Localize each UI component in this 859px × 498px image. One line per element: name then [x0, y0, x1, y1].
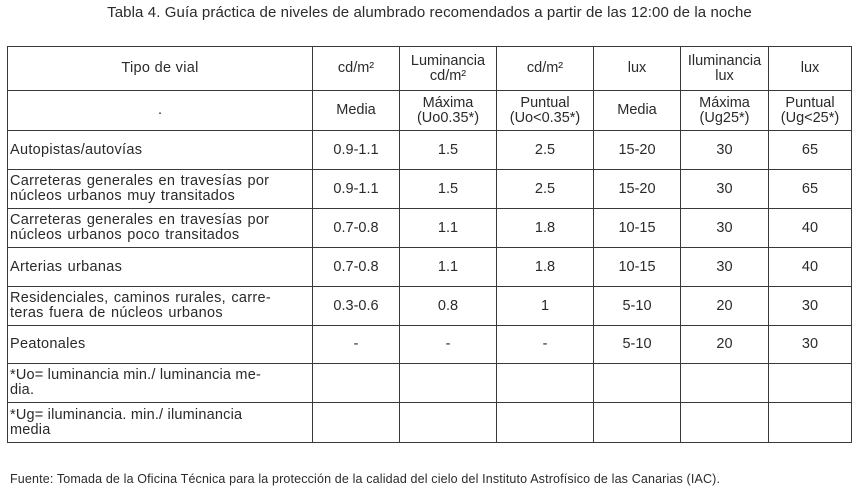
header-luminancia-title: Luminancia — [410, 52, 486, 69]
empty-cell — [313, 403, 400, 443]
header-lux-puntual-condition: (Ug<25*) — [780, 109, 840, 126]
row-label: Arterias urbanas — [8, 248, 313, 287]
header-puntual-label: Puntual — [520, 94, 570, 111]
empty-cell — [769, 364, 852, 403]
cell-maxima: 1.5 — [400, 170, 497, 209]
cell-maxima: - — [400, 326, 497, 364]
cell-maxima: 0.8 — [400, 287, 497, 326]
empty-cell — [313, 364, 400, 403]
cell-lux-maxima: 30 — [681, 131, 769, 170]
empty-cell — [769, 403, 852, 443]
table-row — [8, 326, 852, 364]
header-tipo-de-vial: Tipo de vial — [8, 47, 313, 91]
cell-puntual: 2.5 — [497, 170, 594, 209]
note-row-uo — [8, 364, 852, 403]
note-row-ug — [8, 403, 852, 443]
row-label — [8, 287, 313, 326]
header-iluminancia-unit: lux — [715, 67, 734, 84]
empty-cell — [681, 364, 769, 403]
empty-cell — [400, 403, 497, 443]
cell-media: 0.9-1.1 — [313, 131, 400, 170]
cell-maxima: 1.1 — [400, 209, 497, 248]
note-uo — [8, 364, 313, 403]
header-cd-m2-puntual: cd/m² — [497, 47, 594, 91]
cell-lux-puntual: 65 — [769, 131, 852, 170]
note-uo-line1: *Uo= luminancia min./ luminancia me- — [10, 367, 261, 383]
table-caption: Tabla 4. Guía práctica de niveles de alumbrado recomendados a partir de las 12:00 de la noche — [107, 4, 752, 21]
cell-puntual: 1.8 — [497, 248, 594, 287]
header-lux-puntual: lux — [769, 47, 852, 91]
cell-lux-maxima: 20 — [681, 326, 769, 364]
header-lux-media: Media — [594, 91, 681, 131]
cell-lux-puntual: 65 — [769, 170, 852, 209]
header-row-measures — [8, 91, 852, 131]
cell-lux-media: 15-20 — [594, 170, 681, 209]
cell-puntual: - — [497, 326, 594, 364]
cell-lux-puntual: 40 — [769, 209, 852, 248]
header-maxima-uo — [400, 91, 497, 131]
cell-lux-media: 10-15 — [594, 248, 681, 287]
header-iluminancia — [681, 47, 769, 91]
row-label-line1: Carreteras generales en travesías por — [10, 212, 270, 228]
row-label-line2: núcleos urbanos poco transitados — [10, 227, 240, 243]
cell-lux-puntual: 40 — [769, 248, 852, 287]
cell-lux-maxima: 30 — [681, 170, 769, 209]
header-iluminancia-title: Iluminancia — [687, 52, 762, 69]
header-maxima-ug — [681, 91, 769, 131]
empty-cell — [497, 403, 594, 443]
header-luminancia — [400, 47, 497, 91]
empty-cell — [594, 403, 681, 443]
note-ug-line2: media — [10, 421, 51, 438]
cell-lux-media: 10-15 — [594, 209, 681, 248]
note-ug-line1: *Ug= iluminancia. min./ iluminancia — [10, 406, 243, 423]
header-row-units — [8, 47, 852, 91]
row-label-line1: Residenciales, caminos rurales, carre- — [10, 290, 271, 306]
header-lux: lux — [594, 47, 681, 91]
cell-puntual: 2.5 — [497, 131, 594, 170]
header-lux-maxima-condition: (Ug25*) — [699, 109, 750, 126]
empty-cell — [497, 364, 594, 403]
row-label: Autopistas/autovías — [8, 131, 313, 170]
cell-lux-media: 5-10 — [594, 287, 681, 326]
cell-media: - — [313, 326, 400, 364]
cell-lux-maxima: 30 — [681, 209, 769, 248]
row-label-line2: teras fuera de núcleos urbanos — [10, 305, 223, 321]
cell-maxima: 1.1 — [400, 248, 497, 287]
header-puntual-uo — [497, 91, 594, 131]
header-lux-puntual-label: Puntual — [785, 94, 835, 111]
empty-cell — [681, 403, 769, 443]
row-label-line1: Carreteras generales en travesías por — [10, 173, 270, 189]
header-lux-maxima-label: Máxima — [699, 94, 750, 111]
header-dot: . — [8, 91, 313, 131]
cell-lux-maxima: 20 — [681, 287, 769, 326]
table-row — [8, 209, 852, 248]
header-puntual-condition: (Uo<0.35*) — [509, 109, 581, 126]
cell-media: 0.7-0.8 — [313, 209, 400, 248]
cell-puntual: 1 — [497, 287, 594, 326]
header-maxima-condition: (Uo0.35*) — [416, 109, 480, 126]
empty-cell — [400, 364, 497, 403]
note-ug — [8, 403, 313, 443]
table-row — [8, 287, 852, 326]
cell-lux-media: 15-20 — [594, 131, 681, 170]
empty-cell — [594, 364, 681, 403]
cell-lux-puntual: 30 — [769, 326, 852, 364]
lighting-levels-table — [7, 46, 852, 443]
note-uo-line2: dia. — [10, 382, 35, 398]
table-row — [8, 131, 852, 170]
cell-lux-media: 5-10 — [594, 326, 681, 364]
cell-puntual: 1.8 — [497, 209, 594, 248]
row-label: Peatonales — [8, 326, 313, 364]
row-label-line2: núcleos urbanos muy transitados — [10, 188, 236, 204]
row-label — [8, 170, 313, 209]
header-luminancia-unit: cd/m² — [429, 67, 467, 84]
cell-lux-puntual: 30 — [769, 287, 852, 326]
row-label — [8, 209, 313, 248]
cell-maxima: 1.5 — [400, 131, 497, 170]
cell-media: 0.3-0.6 — [313, 287, 400, 326]
header-cd-m2: cd/m² — [313, 47, 400, 91]
source-footnote: Fuente: Tomada de la Oficina Técnica para la protección de la calidad del cielo del Instituto Astrofísico de las Canarias (IAC). — [10, 472, 721, 486]
header-media: Media — [313, 91, 400, 131]
cell-lux-maxima: 30 — [681, 248, 769, 287]
cell-media: 0.9-1.1 — [313, 170, 400, 209]
cell-media: 0.7-0.8 — [313, 248, 400, 287]
table-row — [8, 170, 852, 209]
header-maxima-label: Máxima — [422, 94, 474, 111]
header-puntual-ug — [769, 91, 852, 131]
table-row — [8, 248, 852, 287]
